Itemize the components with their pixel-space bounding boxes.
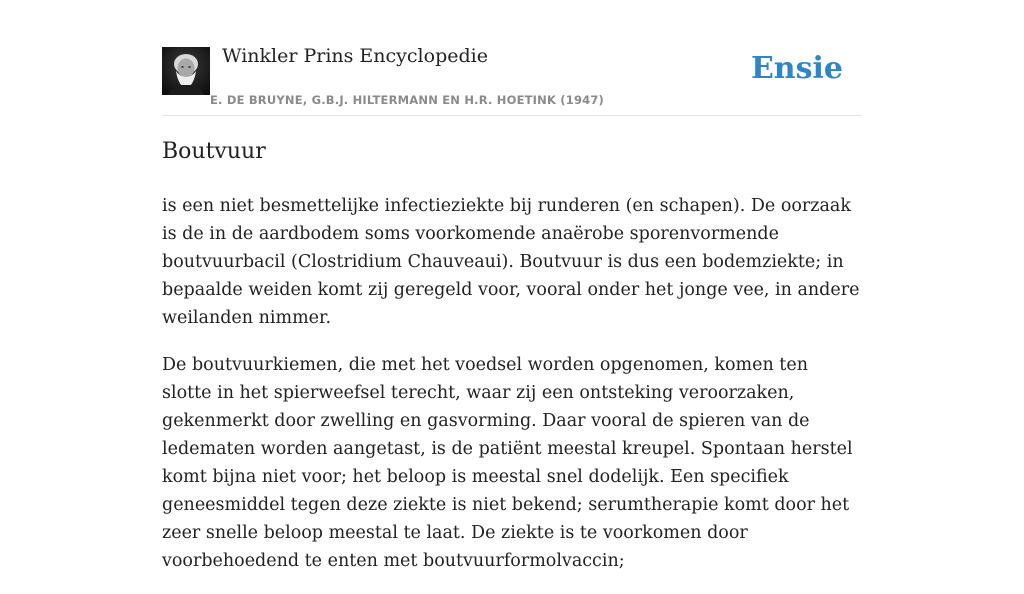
article-title: Boutvuur [162,139,266,164]
source-header [162,0,862,116]
article-body [162,192,862,594]
article-paragraph: De boutvuurkiemen, die met het voedsel worden opgenomen, komen ten slotte in het spierweefsel terecht, waar zij een ontsteking veroorzaken, gekenmerkt door zwelling en gasvorming. Daar vooral de spieren van de ledematen worden aangetast, is de patiënt meestal kreupel. Spontaan herstel komt bijna niet voor; het beloop is meestal snel dodelijk. Een specifiek geneesmiddel tegen deze ziekte is niet bekend; serumtherapie komt door het zeer snelle beloop meestal te laat. De ziekte is te voorkomen door voorbehoedend te enten met boutvuurformolvaccin; [162,355,853,571]
article-paragraph: is een niet besmettelijke infectieziekte bij runderen (en schapen). De oorzaak is de in de aardbodem soms voorkomende anaërobe sporenvormende boutvuurbacil (Clostridium Chauveaui). Boutvuur is dus een bodemziekte; in bepaalde weiden komt zij geregeld voor, vooral onder het jonge vee, in andere weilanden nimmer. [162,196,860,328]
author-avatar[interactable] [162,47,210,95]
content-container [162,0,862,571]
source-authors: E. DE BRUYNE, G.B.J. HILTERMANN EN H.R. HOETINK (1947) [210,93,605,107]
brand-logo-link[interactable]: Ensie [750,51,843,86]
source-title[interactable]: Winkler Prins Encyclopedie [222,45,488,67]
portrait-photo-icon [162,47,210,95]
